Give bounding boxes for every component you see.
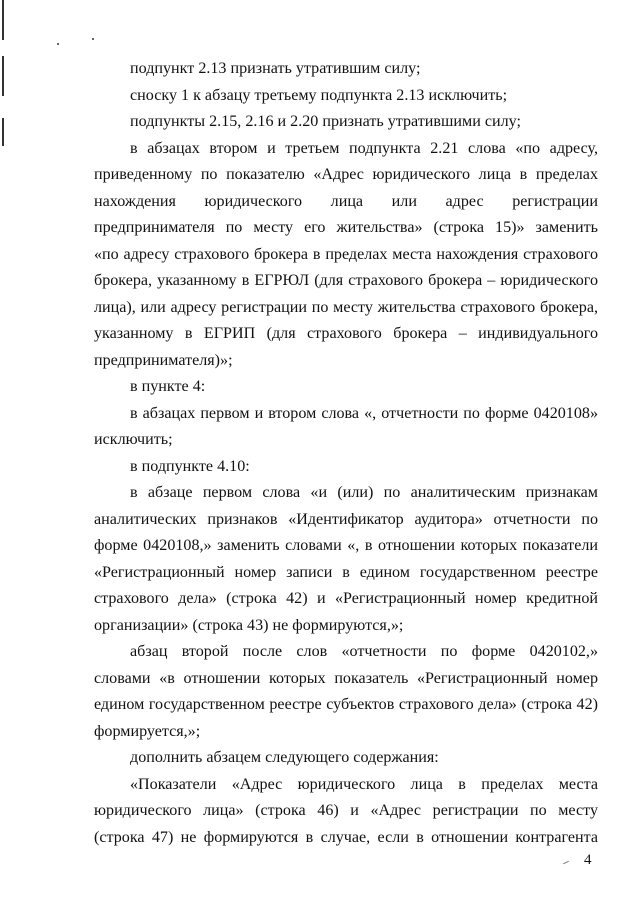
text-line: брокера, указанному в ЕГРЮЛ (для страхового брокера – юридического [94,272,598,289]
text-line: формируется,»; [94,722,201,740]
document-body [94,56,598,851]
text-line: едином государственном реестре субъектов страхового дела» (строка 42) [94,696,598,713]
text-line: аналитических признаков «Идентификатор аудитора» отчетности по [94,510,598,528]
text-line: дополнить абзацем следующего содержания: [130,749,439,766]
text-line: предпринимателя по месту его жительства» (строка 15)» заменить [94,219,598,236]
text-line: лица), или адресу регистрации по месту жительства страхового брокера, [94,298,598,316]
text-line: приведенному по показателю «Адрес юридического лица в пределах [94,166,598,183]
text-line: абзац второй после слов «отчетности по форме 0420102,» [130,643,598,660]
text-line: юридического лица» (строка 46) и «Адрес регистрации по месту [94,802,598,819]
scan-dot [92,38,94,40]
text-line: подпункты 2.15, 2.16 и 2.20 признать утратившими силу; [130,113,521,130]
scan-edge-mark [2,56,4,96]
scan-edge-mark [2,118,4,146]
text-line: страхового дела» (строка 42) и «Регистрационный номер кредитной [94,590,598,607]
text-line: в пункте 4: [130,378,206,395]
text-line: «Регистрационный номер записи в едином государственном реестре [94,563,598,581]
text-line: нахождения юридического лица или адрес регистрации [94,192,598,210]
text-line: организации» (строка 43) не формируются,»; [94,616,404,634]
text-line: форме 0420108,» заменить словами «, в отношении которых показатели [94,537,598,554]
scan-edge-mark [2,0,4,40]
text-line: в абзаце первом слова «и (или) по аналитическим признакам [130,484,598,501]
text-line: исключить; [94,431,173,448]
text-line: подпункт 2.13 признать утратившим силу; [130,60,421,77]
text-line: (строка 47) не формируются в случае, если в отношении контрагента [94,828,598,846]
text-line: «по адресу страхового брокера в пределах места нахождения страхового [94,245,598,263]
text-line: сноску 1 к абзацу третьему подпункта 2.13 исключить; [130,86,508,104]
page-number: 4 [584,852,592,868]
text-line: в абзацах первом и втором слова «, отчетности по форме 0420108» [130,404,598,422]
text-line: словами «в отношении которых показатель «Регистрационный номер [94,669,598,687]
text-line: в абзацах втором и третьем подпункта 2.21 слова «по адресу, [130,139,598,157]
text-line: «Показатели «Адрес юридического лица в пределах места [130,775,598,793]
scan-tick-mark [563,861,569,864]
text-line: указанному в ЕГРИП (для страхового брокера – индивидуального [94,325,598,342]
text-line: предпринимателя)»; [94,351,233,369]
scan-dot [57,43,59,45]
text-line: в подпункте 4.10: [130,457,250,475]
